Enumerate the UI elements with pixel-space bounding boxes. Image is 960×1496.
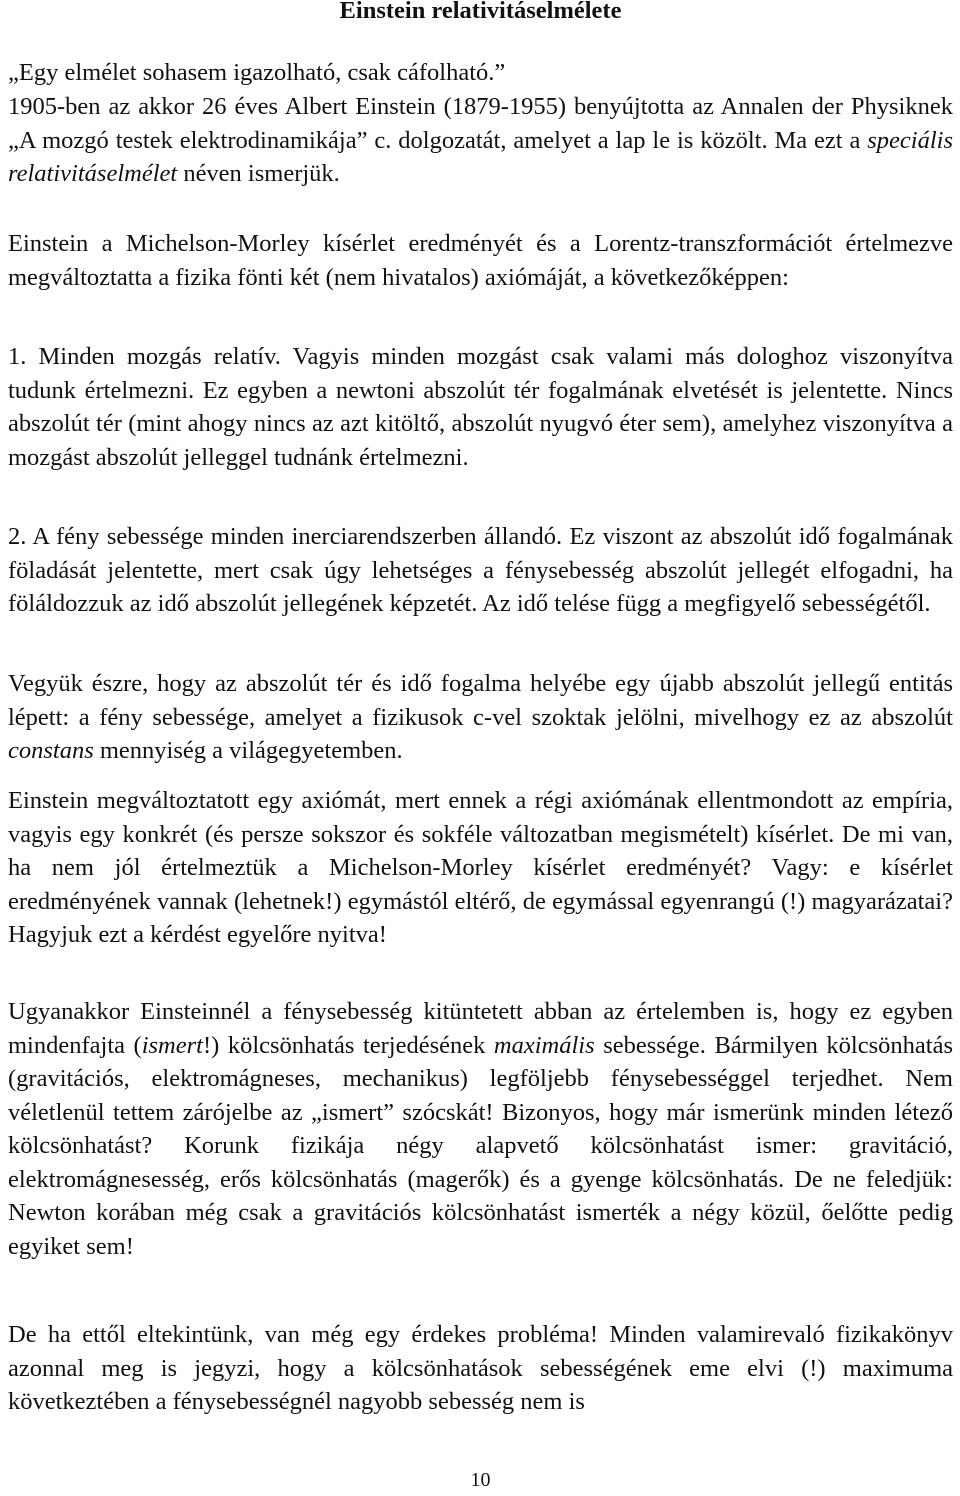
paragraph-intro-text: 1905-ben az akkor 26 éves Albert Einstein (1879-1955) benyújtotta az Annalen der Physiknek „A mozgó testek elektrodinamikája” c. dolgozatát, amelyet a lap le is közölt. Ma ezt a	[8, 93, 953, 154]
paragraph-empiria: Einstein megváltoztatott egy axiómát, mert ennek a régi axiómának ellentmondott az empíria, vagyis egy konkrét (és persze sokszor és sokféle változatban megismételt) kísérlet. De mi van, ha nem jól értelmeztük a Michelson-Morley kísérlet eredményét? Vagy: e kísérlet eredményének vannak (lehetnek!) egymástól eltérő, de egymással egyenrangú (!) magyarázatai? Hagyjuk ezt a kérdést egyelőre nyitva!	[8, 787, 953, 948]
document-page	[8, 0, 953, 1496]
paragraph-intro-italic: speciális relativitáselmélet	[8, 126, 953, 187]
paragraph-axioms-intro: Einstein a Michelson-Morley kísérlet eredményét és a Lorentz-transzformációt értelmezve megváltoztatta a fizika fönti két (nem hivatalos) axiómáját, a következőképpen:	[8, 230, 953, 291]
page-title: Einstein relativitáselmélete	[339, 0, 622, 24]
paragraph-interactions-italic-2: maximális	[493, 1031, 595, 1059]
paragraph-problem: De ha ettől eltekintünk, van még egy érdekes probléma! Minden valamirevaló fizikakönyv azonnal meg is jegyzi, hogy a kölcsönhatások sebességének eme elvi (!) maximuma következtében a fénysebességnél nagyobb sebesség nem is	[8, 1321, 953, 1415]
paragraph-constant-text-end: mennyiség a világegyetemben.	[93, 737, 403, 764]
epigraph-quote: „Egy elmélet sohasem igazolható, csak cáfolható.”	[8, 59, 506, 86]
list-item-2: 2. A fény sebessége minden inerciarendszerben állandó. Ez viszont az abszolút idő fogalmának föladását jelentette, mert csak úgy lehetséges a fénysebesség abszolút jellegét elfogadni, ha föláldozzuk az idő abszolút jellegének képzetét. Az idő telése függ a megfigyelő sebességétől.	[8, 523, 953, 617]
paragraph-constant-italic: constans	[8, 737, 94, 764]
paragraph-intro	[8, 90, 953, 191]
paragraph-interactions-text: Ugyanakkor Einsteinnél a fénysebesség kitüntetett abban az értelemben is, hogy ez egyben mindenfajta (	[8, 998, 953, 1059]
page-number: 10	[470, 1469, 491, 1491]
paragraph-interactions-italic-1: ismert	[141, 1031, 203, 1059]
list-item-1: 1. Minden mozgás relatív. Vagyis minden mozgást csak valami más dologhoz viszonyítva tudunk értelmezni. Ez egyben a newtoni abszolút tér fogalmának elvetését is jelentette. Nincs abszolút tér (mint ahogy nincs az azt kitöltő, abszolút nyugvó éter sem), amelyhez viszonyítva a mozgást abszolút jelleggel tudnánk értelmezni.	[8, 343, 953, 471]
paragraph-constant	[8, 667, 953, 768]
paragraph-interactions-text-3: sebessége. Bármilyen kölcsönhatás (gravitációs, elektromágneses, mechanikus) legföljebb fénysebességgel terjedhet. Nem véletlenül tettem zárójelbe az „ismert” szócskát! Bizonyos, hogy már ismerünk minden létező kölcsönhatást? Korunk fizikája négy alapvető kölcsönhatást ismer: gravitáció, elektromágnesesség, erős kölcsönhatás (magerők) és a gyenge kölcsönhatás. De ne feledjük: Newton korában még csak a gravitációs kölcsönhatást ismerték a négy közül, őelőtte pedig egyiket sem!	[8, 1031, 953, 1260]
paragraph-interactions	[8, 995, 953, 1263]
paragraph-constant-text: Vegyük észre, hogy az abszolút tér és idő fogalma helyébe egy újabb abszolút jellegű entitás lépett: a fény sebessége, amelyet a fizikusok c-vel szoktak jelölni, mivelhogy ez az abszolút	[8, 670, 953, 731]
paragraph-interactions-text-2: !) kölcsönhatás terjedésének	[202, 1031, 494, 1059]
paragraph-intro-text-end: néven ismerjük.	[177, 160, 340, 187]
